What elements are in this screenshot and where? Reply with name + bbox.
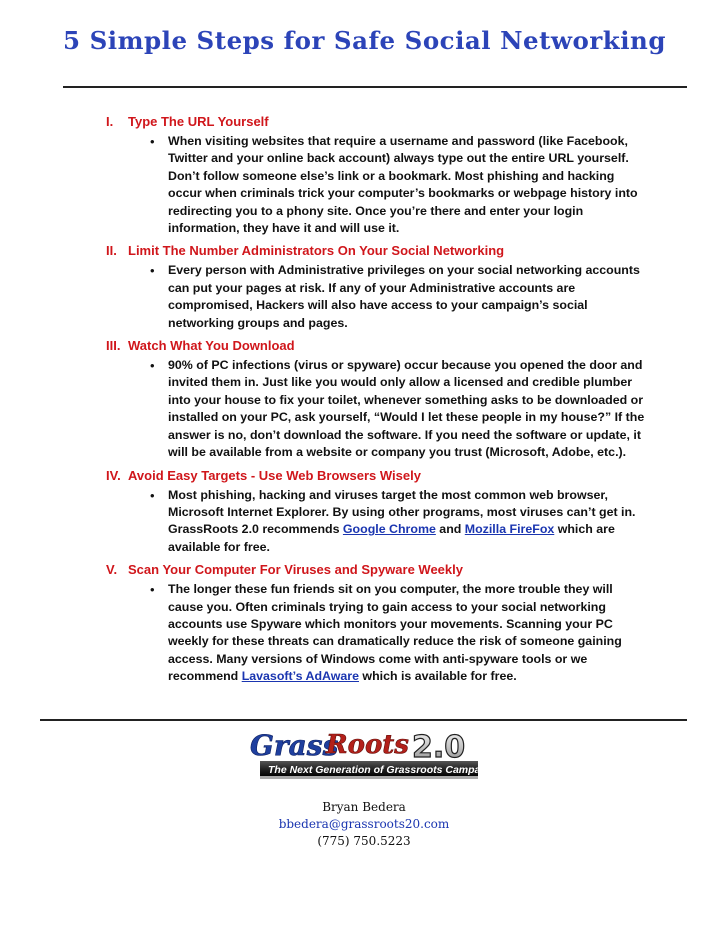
step-numeral: IV. [106, 467, 121, 483]
step-bullet [106, 133, 666, 237]
step-title: Avoid Easy Targets - Use Web Browsers Wisely [128, 467, 421, 483]
step-heading [106, 113, 666, 130]
step-bullet [106, 487, 666, 557]
steps-list [106, 113, 666, 691]
step-3 [106, 337, 666, 461]
mozilla-firefox-link[interactable]: Mozilla FireFox [464, 522, 555, 537]
contact-block [214, 799, 514, 850]
step-bullet [106, 357, 666, 461]
google-chrome-link[interactable]: Google Chrome [342, 522, 436, 537]
step-body: Most phishing, hacking and viruses target the most common web browser, Microsoft Internet Explorer. By using other programs, most viruses can’t get in. GrassRoots 2.0 recommends Google Chrome and Mozilla FireFox which are available for free. [168, 487, 636, 554]
step-heading [106, 337, 666, 354]
step-numeral: II. [106, 243, 117, 259]
step-heading [106, 467, 666, 484]
grassroots-logo [246, 727, 512, 783]
logo-word-grass: Grass [250, 729, 339, 762]
contact-email[interactable]: bbedera@grassroots20.com [278, 817, 450, 831]
logo-tagline: The Next Generation of Grassroots Campaigning [268, 764, 512, 776]
bullet-icon: • [150, 263, 155, 279]
step-heading [106, 561, 666, 578]
top-divider [63, 86, 687, 88]
step-heading [106, 242, 666, 259]
logo-word-roots: Roots [326, 730, 409, 760]
page-title: 5 Simple Steps for Safe Social Networking [63, 26, 666, 55]
step-title: Limit The Number Administrators On Your Social Networking [128, 243, 505, 259]
step-numeral: V. [106, 562, 118, 578]
contact-name: Bryan Bedera [322, 800, 406, 814]
step-4 [106, 467, 666, 557]
logo-banner-shadow [260, 776, 478, 779]
bottom-divider [40, 719, 687, 721]
step-body: The longer these fun friends sit on you computer, the more trouble they will cause you. Often criminals trying to gain access to your social networking accounts use Spyware which monitors your movements. Scanning your PC weekly for these threats can dramatically reduce the risk of someone gaining access. Many versions of Windows come with anti-spyware tools or we recommend Lavasoft’s AdAware which is available for free. [168, 582, 622, 684]
bullet-icon: • [150, 582, 155, 598]
step-bullet [106, 262, 666, 332]
step-title: Type The URL Yourself [128, 114, 269, 129]
lavasoft-adaware-link[interactable]: Lavasoft’s AdAware [241, 669, 359, 684]
bullet-icon: • [150, 358, 155, 374]
step-body: When visiting websites that require a username and password (like Facebook, Twitter and your online back account) always type out the entire URL yourself. Don’t follow someone else’s link or a bookmark. Most phishing and hacking occur when criminals trick your computer’s bookmarks or webpage history into redirecting you to a phony site. Once you’re there and enter your login information, they have it and will use it. [168, 134, 638, 236]
step-numeral: I. [106, 114, 114, 129]
step-title: Scan Your Computer For Viruses and Spyware Weekly [128, 562, 463, 578]
step-bullet [106, 581, 666, 685]
logo-version: 2.0 [412, 730, 466, 765]
step-1 [106, 113, 666, 237]
bullet-icon: • [150, 134, 155, 149]
step-body: 90% of PC infections (virus or spyware) occur because you opened the door and invited them in. Just like you would only allow a licensed and credible plumber into your house to fix your toilet, whenever something asks to be downloaded or installed on your PC, ask yourself, “Would I let these people in my house?” If the answer is no, don’t download the software. If you need the software or update, it will be available from a website or company you trust (Microsoft, Adobe, etc.). [168, 358, 645, 460]
step-body: Every person with Administrative privileges on your social networking accounts can put your pages at risk. If any of your Administrative accounts are compromised, Hackers will also have access to your campaign’s social networking groups and pages. [168, 263, 640, 330]
step-2 [106, 242, 666, 332]
step-5 [106, 561, 666, 685]
step-numeral: III. [106, 338, 121, 354]
bullet-icon: • [150, 487, 155, 503]
contact-phone: (775) 750.5223 [317, 834, 411, 848]
step-title: Watch What You Download [128, 338, 295, 354]
